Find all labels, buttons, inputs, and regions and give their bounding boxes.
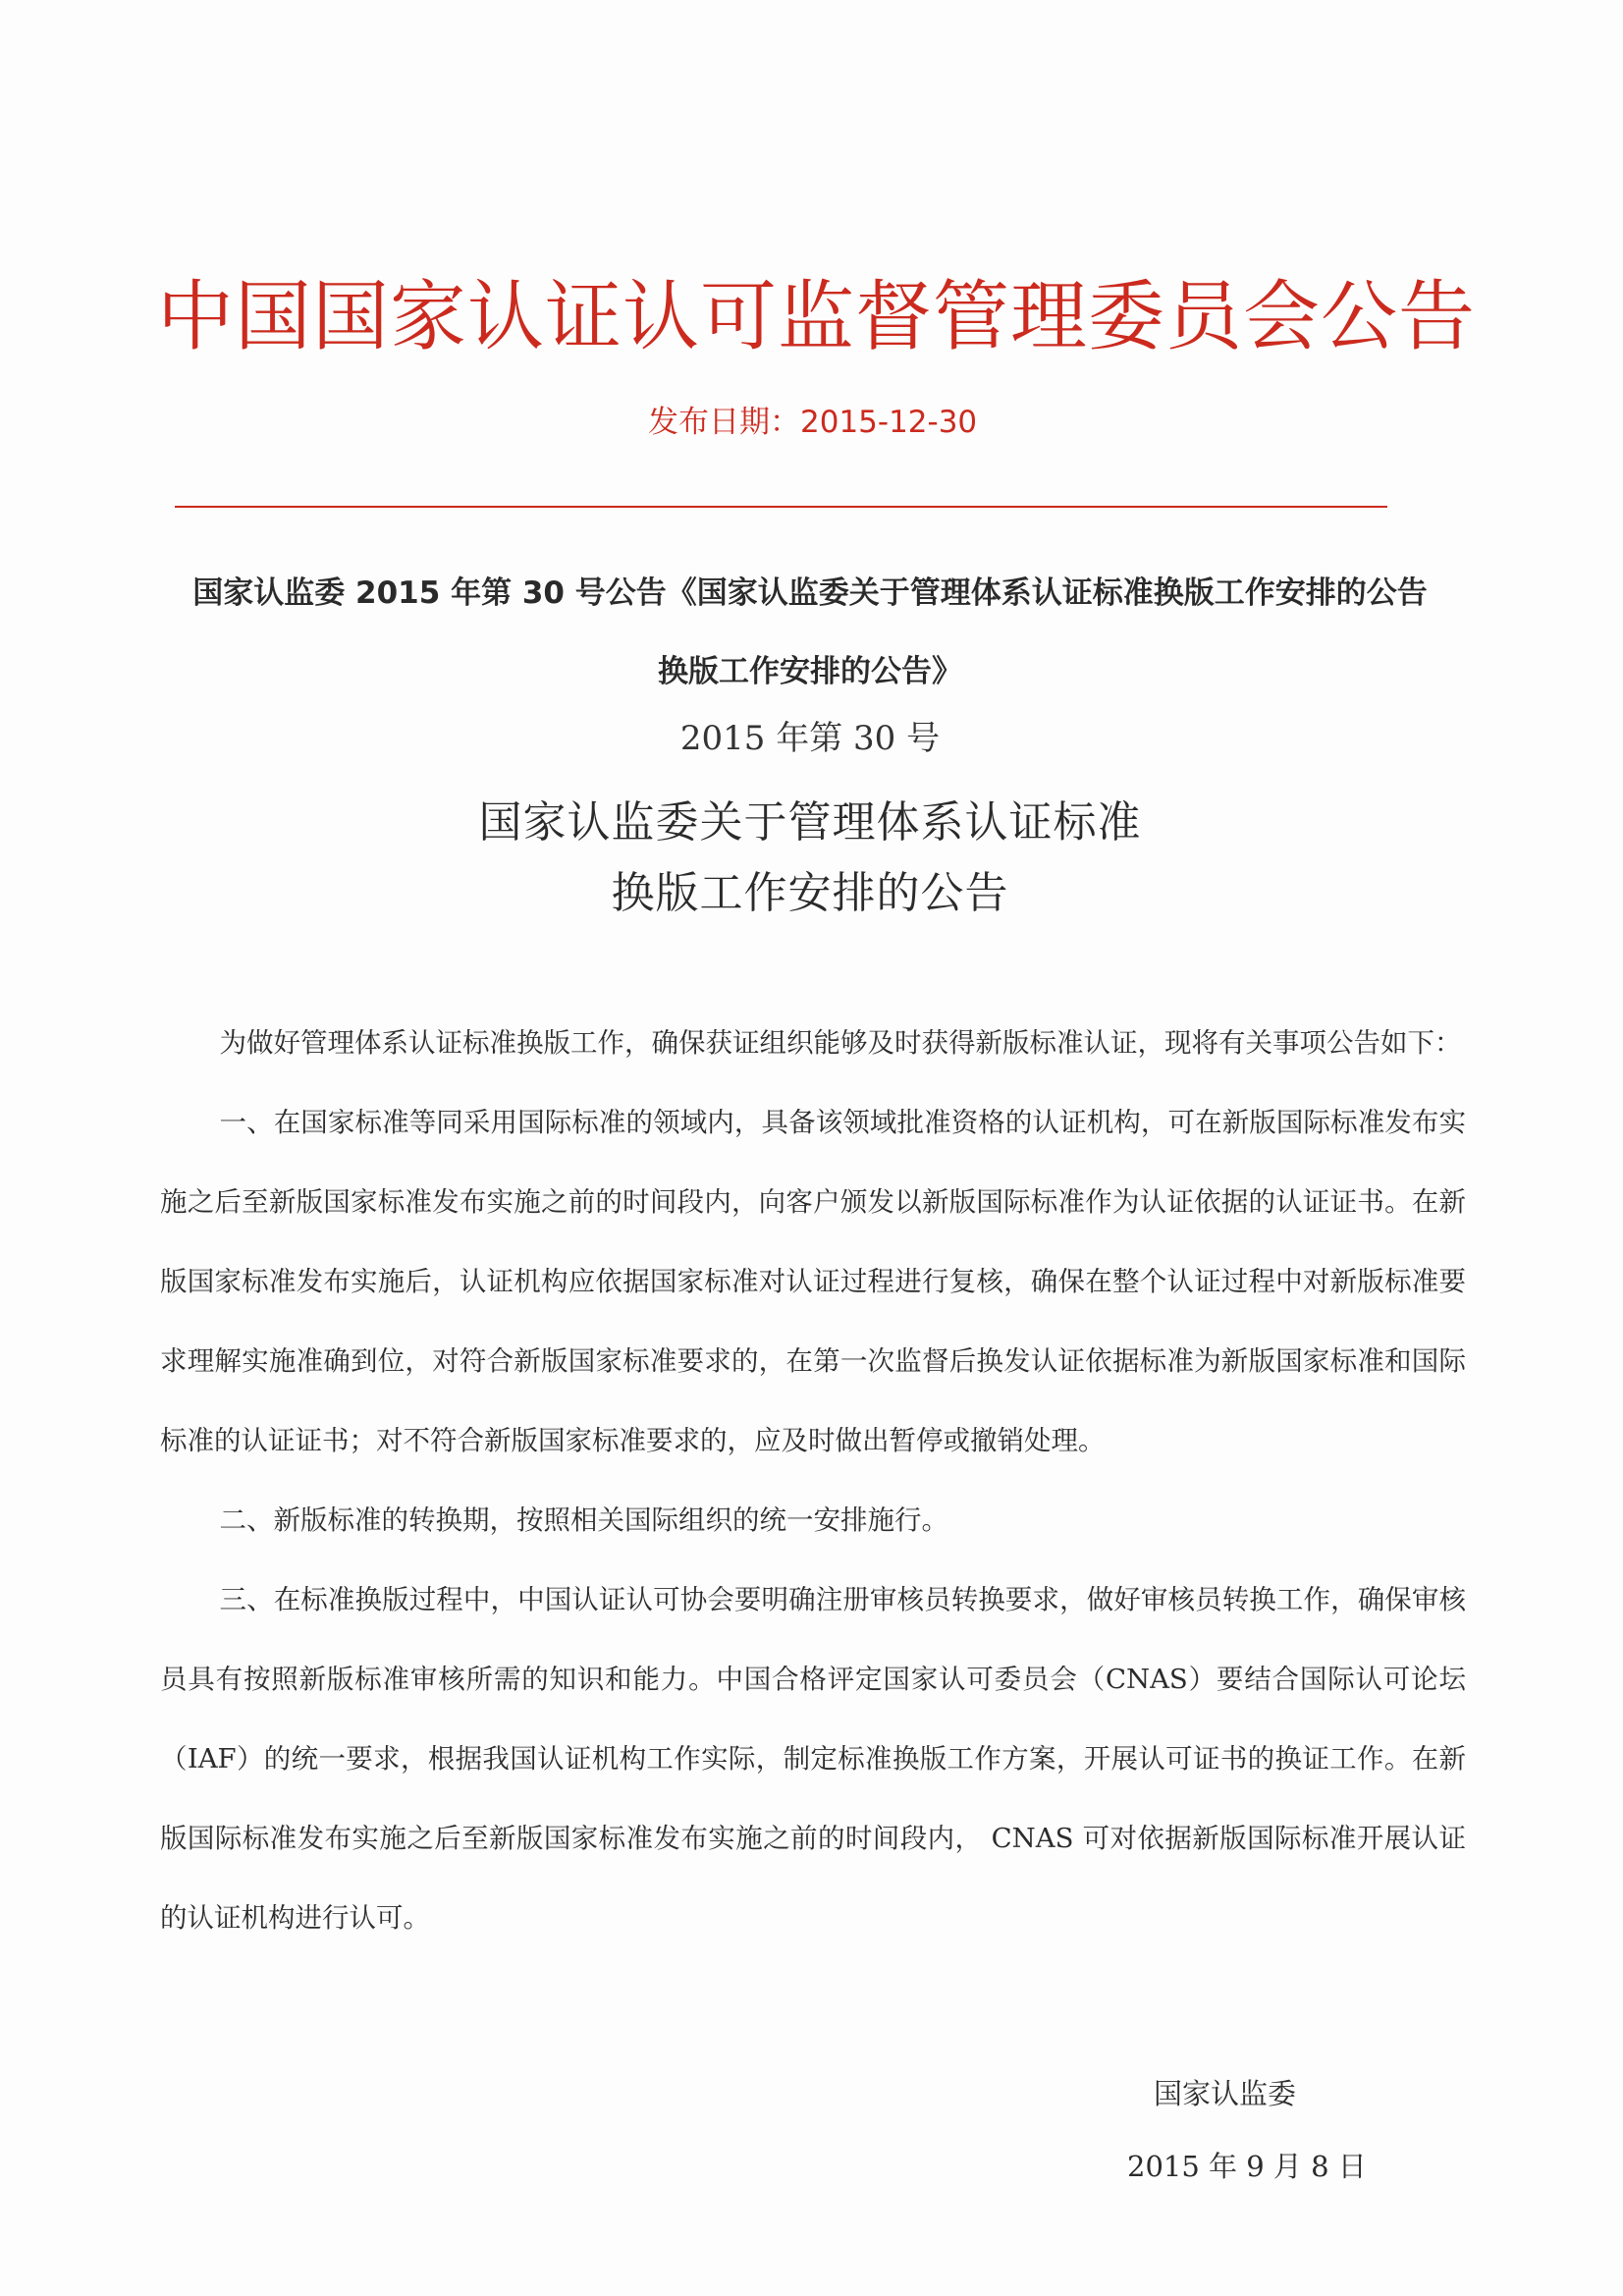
announcement-headline-line2: 换版工作安排的公告》: [658, 654, 962, 689]
body-paragraph-item-1: 一、在国家标准等同采用国际标准的领域内，具备该领域批准资格的认证机构，可在新版国际标准发布实施之后至新版国家标准发布实施之前的时间段内，向客户颁发以新版国际标准作为认证依据的认证证书。在新版国家标准发布实施后，认证机构应依据国家标准对认证过程进行复核，确保在整个认证过程中对新版标准要求理解实施准确到位，对符合新版国家标准要求的，在第一次监督后换发认证依据标准为新版国家标准和国际标准的认证证书；对不符合新版国家标准要求的，应及时做出暂停或撤销处理。: [160, 1107, 1466, 1456]
document-title-line2: 换版工作安排的公告: [611, 868, 1009, 918]
document-number: 2015 年第 30 号: [679, 719, 941, 758]
document-title-line1: 国家认监委关于管理体系认证标准: [478, 797, 1142, 847]
announcement-header-title: 中国国家认证认可监督管理委员会公告: [157, 273, 1477, 361]
document-body: [160, 1004, 1466, 1958]
announcement-headline-line1: 国家认监委 2015 年第 30 号公告《国家认监委关于管理体系认证标准换版工作安排的公告: [192, 575, 1428, 611]
body-paragraph-item-2: 二、新版标准的转换期，按照相关国际组织的统一安排施行。: [219, 1504, 948, 1536]
signature-date: 2015 年 9 月 8 日: [1127, 2150, 1367, 2183]
body-paragraph-intro: 为做好管理体系认证标准换版工作，确保获证组织能够及时获得新版标准认证，现将有关事项公告如下：: [219, 1027, 1462, 1059]
body-paragraph-item-3: 三、在标准换版过程中，中国认证认可协会要明确注册审核员转换要求，做好审核员转换工作，确保审核员具有按照新版标准审核所需的知识和能力。中国合格评定国家认可委员会（CNAS）要结合国际认可论坛（IAF）的统一要求，根据我国认证机构工作实际，制定标准换版工作方案，开展认可证书的换证工作。在新版国际标准发布实施之后至新版国家标准发布实施之前的时间段内， CNAS 可对依据新版国际标准开展认证的认证机构进行认可。: [160, 1584, 1466, 1934]
signature-organization: 国家认监委: [1154, 2077, 1297, 2110]
publish-date: 发布日期：2015-12-30: [648, 405, 978, 440]
header-divider: [175, 506, 1387, 508]
